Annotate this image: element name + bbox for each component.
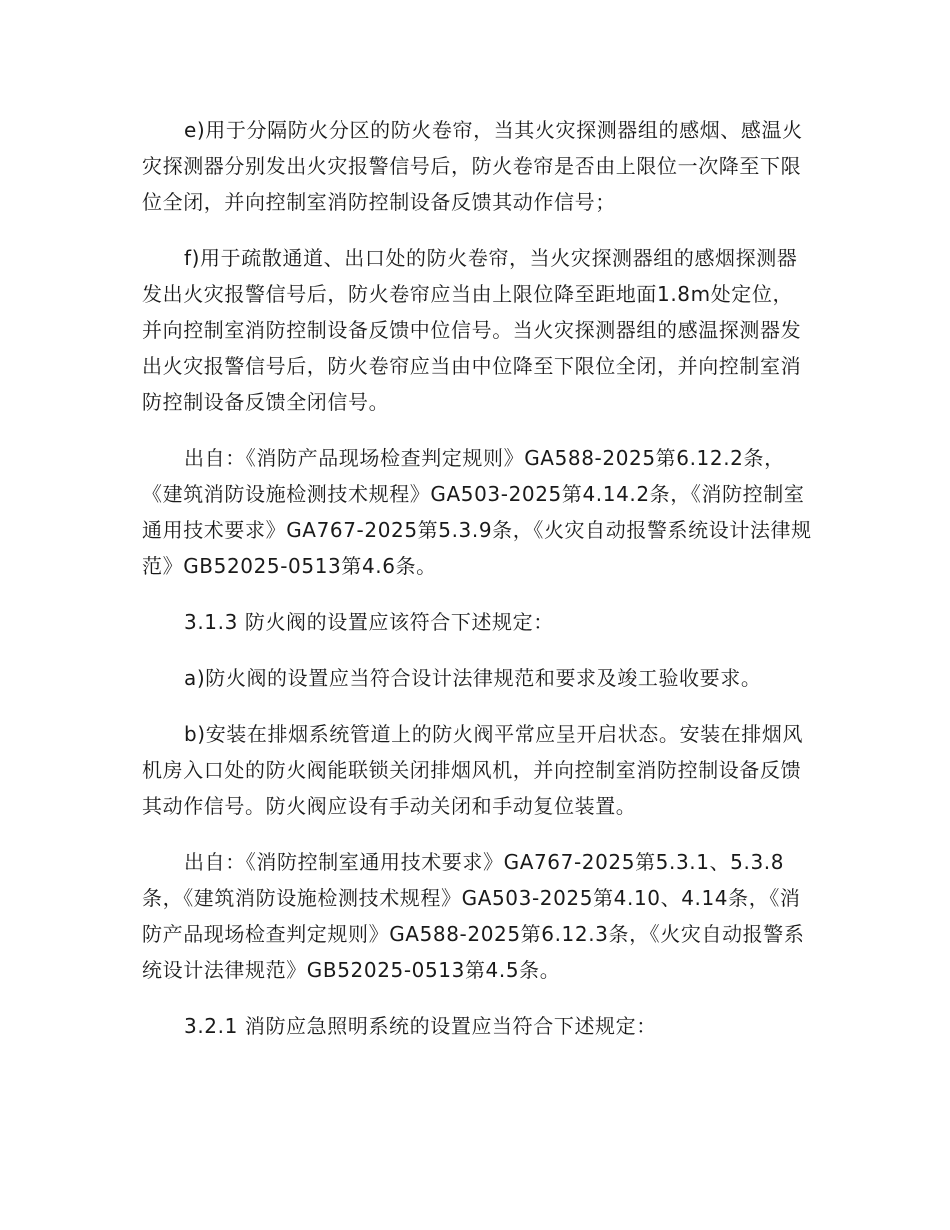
heading-3-2-1: 3.2.1 消防应急照明系统的设置应当符合下述规定： [184, 1014, 657, 1038]
paragraph-damper-a: a)防火阀的设置应当符合设计法律规范和要求及竣工验收要求。 [184, 666, 762, 690]
paragraph-damper-b: b)安装在排烟系统管道上的防火阀平常应呈开启状态。安装在排烟风机房入口处的防火阀能联锁关闭排烟风机，并向控制室消防控制设备反馈其动作信号。防火阀应设有手动关闭和手动复位装置。 [142, 722, 804, 818]
document-body [142, 112, 812, 1064]
paragraph-source-shutter: 出自：《消防产品现场检查判定规则》GA588-2025第6.12.2条，《建筑消防设施检测技术规程》GA503-2025第4.14.2条，《消防控制室通用技术要求》GA767-2025第5.3.9条，《火灾自动报警系统设计法律规范》GB52025-0513第4.6条。 [142, 446, 812, 578]
paragraph-fire-shutter-partition: e)用于分隔防火分区的防火卷帘，当其火灾探测器组的感烟、感温火灾探测器分别发出火灾报警信号后，防火卷帘是否由上限位一次降至下限位全闭，并向控制室消防控制设备反馈其动作信号； [142, 118, 803, 214]
paragraph-fire-shutter-evacuation: f)用于疏散通道、出口处的防火卷帘，当火灾探测器组的感烟探测器发出火灾报警信号后，防火卷帘应当由上限位降至距地面1.8m处定位，并向控制室消防控制设备反馈中位信号。当火灾探测器组的感温探测器发出火灾报警信号后，防火卷帘应当由中位降至下限位全闭，并向控制室消防控制设备反馈全闭信号。 [142, 246, 802, 414]
paragraph-source-damper: 出自：《消防控制室通用技术要求》GA767-2025第5.3.1、5.3.8条，《建筑消防设施检测技术规程》GA503-2025第4.10、4.14条，《消防产品现场检查判定规则》GA588-2025第6.12.3条，《火灾自动报警系统设计法律规范》GB52025-0513第4.5条。 [142, 850, 805, 982]
heading-3-1-3: 3.1.3 防火阀的设置应该符合下述规定： [184, 610, 554, 634]
